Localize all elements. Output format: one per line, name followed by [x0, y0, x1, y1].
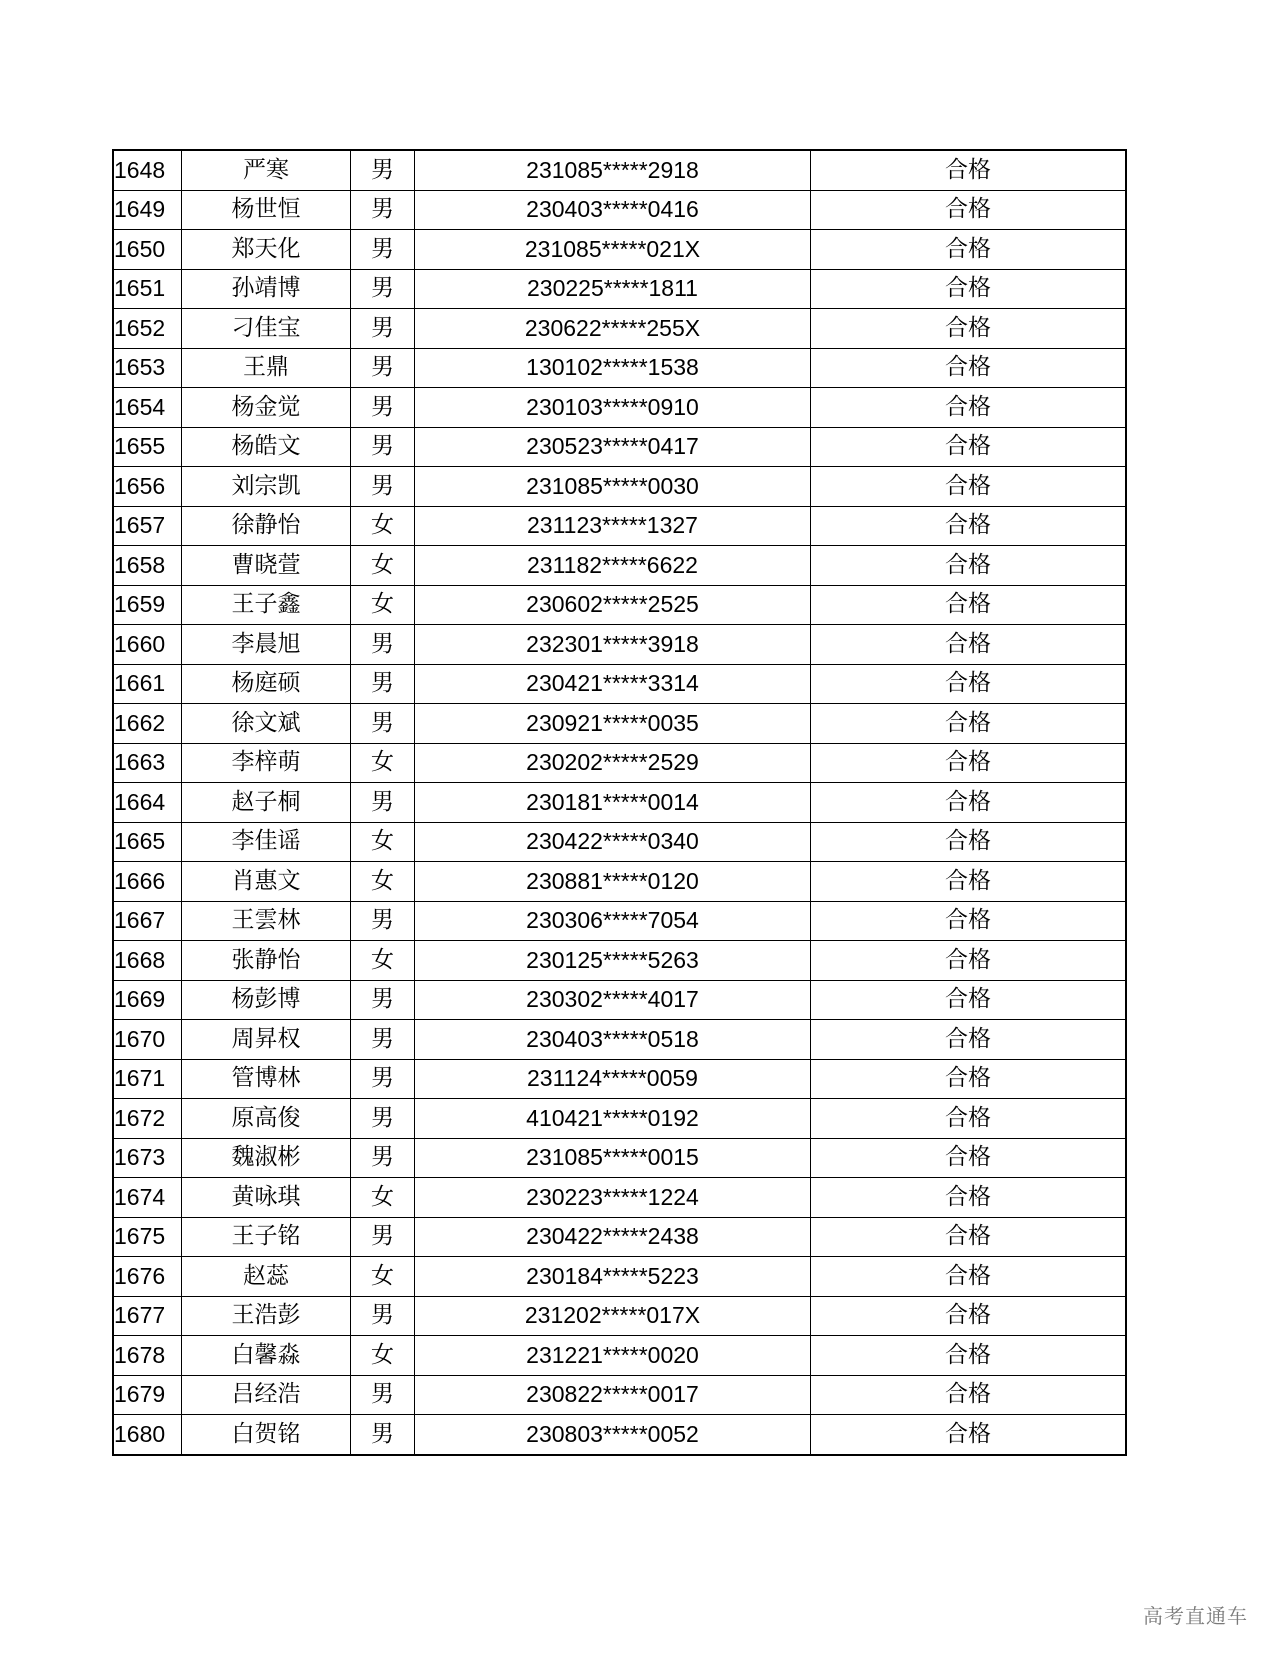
row-number-cell: 1658: [113, 546, 182, 586]
result-cell: 合格: [811, 1059, 1127, 1099]
row-number-cell: 1660: [113, 625, 182, 665]
result-cell: 合格: [811, 783, 1127, 823]
row-number-cell: 1675: [113, 1217, 182, 1257]
table-row: [113, 150, 1126, 190]
row-number-cell: 1678: [113, 1336, 182, 1376]
result-cell: 合格: [811, 1020, 1127, 1060]
name-cell: 王雲林: [182, 901, 351, 941]
gender-cell: 男: [351, 1217, 415, 1257]
gender-cell: 女: [351, 1336, 415, 1376]
id-number-cell: 230602*****2525: [415, 585, 811, 625]
row-number-cell: 1670: [113, 1020, 182, 1060]
gender-cell: 男: [351, 704, 415, 744]
row-number-cell: 1656: [113, 467, 182, 507]
gender-cell: 男: [351, 1020, 415, 1060]
id-number-cell: 231182*****6622: [415, 546, 811, 586]
id-number-cell: 230422*****0340: [415, 822, 811, 862]
row-number-cell: 1659: [113, 585, 182, 625]
name-cell: 杨庭硕: [182, 664, 351, 704]
name-cell: 王浩彭: [182, 1296, 351, 1336]
gender-cell: 男: [351, 1099, 415, 1139]
id-number-cell: 231085*****2918: [415, 150, 811, 190]
name-cell: 吕经浩: [182, 1375, 351, 1415]
gender-cell: 女: [351, 546, 415, 586]
table-row: [113, 1178, 1126, 1218]
id-number-cell: 230184*****5223: [415, 1257, 811, 1297]
result-cell: 合格: [811, 467, 1127, 507]
row-number-cell: 1669: [113, 980, 182, 1020]
gender-cell: 男: [351, 1415, 415, 1455]
result-cell: 合格: [811, 704, 1127, 744]
table-row: [113, 388, 1126, 428]
row-number-cell: 1650: [113, 230, 182, 270]
gender-cell: 男: [351, 901, 415, 941]
id-number-cell: 230125*****5263: [415, 941, 811, 981]
gender-cell: 女: [351, 743, 415, 783]
result-cell: 合格: [811, 901, 1127, 941]
name-cell: 孙靖博: [182, 269, 351, 309]
name-cell: 肖惠文: [182, 862, 351, 902]
table-row: [113, 862, 1126, 902]
id-number-cell: 230523*****0417: [415, 427, 811, 467]
gender-cell: 男: [351, 190, 415, 230]
name-cell: 王子铭: [182, 1217, 351, 1257]
gender-cell: 男: [351, 309, 415, 349]
gender-cell: 男: [351, 1375, 415, 1415]
id-number-cell: 230302*****4017: [415, 980, 811, 1020]
gender-cell: 男: [351, 625, 415, 665]
gender-cell: 女: [351, 822, 415, 862]
row-number-cell: 1652: [113, 309, 182, 349]
row-number-cell: 1655: [113, 427, 182, 467]
id-number-cell: 230881*****0120: [415, 862, 811, 902]
gender-cell: 男: [351, 467, 415, 507]
name-cell: 杨彭博: [182, 980, 351, 1020]
row-number-cell: 1674: [113, 1178, 182, 1218]
row-number-cell: 1680: [113, 1415, 182, 1455]
name-cell: 赵蕊: [182, 1257, 351, 1297]
name-cell: 黄咏琪: [182, 1178, 351, 1218]
gender-cell: 男: [351, 269, 415, 309]
gender-cell: 女: [351, 941, 415, 981]
table-row: [113, 546, 1126, 586]
table-row: [113, 190, 1126, 230]
table-row: [113, 348, 1126, 388]
row-number-cell: 1653: [113, 348, 182, 388]
id-number-cell: 410421*****0192: [415, 1099, 811, 1139]
result-cell: 合格: [811, 664, 1127, 704]
row-number-cell: 1661: [113, 664, 182, 704]
result-cell: 合格: [811, 427, 1127, 467]
table-row: [113, 980, 1126, 1020]
row-number-cell: 1667: [113, 901, 182, 941]
row-number-cell: 1671: [113, 1059, 182, 1099]
row-number-cell: 1662: [113, 704, 182, 744]
table-row: [113, 1375, 1126, 1415]
gender-cell: 男: [351, 783, 415, 823]
row-number-cell: 1672: [113, 1099, 182, 1139]
table-row: [113, 1099, 1126, 1139]
table-row: [113, 743, 1126, 783]
id-number-cell: 230223*****1224: [415, 1178, 811, 1218]
name-cell: 管博林: [182, 1059, 351, 1099]
id-number-cell: 230181*****0014: [415, 783, 811, 823]
result-cell: 合格: [811, 269, 1127, 309]
name-cell: 李佳谣: [182, 822, 351, 862]
gender-cell: 男: [351, 427, 415, 467]
id-number-cell: 230103*****0910: [415, 388, 811, 428]
result-cell: 合格: [811, 230, 1127, 270]
result-cell: 合格: [811, 546, 1127, 586]
table-row: [113, 1296, 1126, 1336]
name-cell: 刘宗凯: [182, 467, 351, 507]
name-cell: 王鼎: [182, 348, 351, 388]
gender-cell: 女: [351, 1178, 415, 1218]
name-cell: 刁佳宝: [182, 309, 351, 349]
result-cell: 合格: [811, 1336, 1127, 1376]
id-number-cell: 231221*****0020: [415, 1336, 811, 1376]
table-row: [113, 783, 1126, 823]
result-cell: 合格: [811, 941, 1127, 981]
name-cell: 李晨旭: [182, 625, 351, 665]
id-number-cell: 231085*****021X: [415, 230, 811, 270]
result-cell: 合格: [811, 388, 1127, 428]
row-number-cell: 1664: [113, 783, 182, 823]
name-cell: 周昇权: [182, 1020, 351, 1060]
name-cell: 杨世恒: [182, 190, 351, 230]
id-number-cell: 230803*****0052: [415, 1415, 811, 1455]
table-row: [113, 1257, 1126, 1297]
name-cell: 郑天化: [182, 230, 351, 270]
name-cell: 杨金觉: [182, 388, 351, 428]
table-row: [113, 1059, 1126, 1099]
table-row: [113, 230, 1126, 270]
name-cell: 严寒: [182, 150, 351, 190]
table-row: [113, 467, 1126, 507]
result-cell: 合格: [811, 862, 1127, 902]
gender-cell: 女: [351, 862, 415, 902]
table-row: [113, 664, 1126, 704]
result-cell: 合格: [811, 1099, 1127, 1139]
gender-cell: 女: [351, 506, 415, 546]
result-cell: 合格: [811, 980, 1127, 1020]
result-cell: 合格: [811, 506, 1127, 546]
row-number-cell: 1666: [113, 862, 182, 902]
table-row: [113, 1336, 1126, 1376]
gender-cell: 女: [351, 585, 415, 625]
row-number-cell: 1651: [113, 269, 182, 309]
gender-cell: 男: [351, 230, 415, 270]
table-row: [113, 822, 1126, 862]
result-cell: 合格: [811, 190, 1127, 230]
result-cell: 合格: [811, 743, 1127, 783]
id-number-cell: 230202*****2529: [415, 743, 811, 783]
row-number-cell: 1654: [113, 388, 182, 428]
name-cell: 魏淑彬: [182, 1138, 351, 1178]
id-number-cell: 231085*****0015: [415, 1138, 811, 1178]
table-row: [113, 1217, 1126, 1257]
result-cell: 合格: [811, 1296, 1127, 1336]
row-number-cell: 1648: [113, 150, 182, 190]
name-cell: 原高俊: [182, 1099, 351, 1139]
id-number-cell: 231124*****0059: [415, 1059, 811, 1099]
id-number-cell: 231202*****017X: [415, 1296, 811, 1336]
row-number-cell: 1657: [113, 506, 182, 546]
row-number-cell: 1649: [113, 190, 182, 230]
result-cell: 合格: [811, 1138, 1127, 1178]
id-number-cell: 230822*****0017: [415, 1375, 811, 1415]
row-number-cell: 1663: [113, 743, 182, 783]
row-number-cell: 1665: [113, 822, 182, 862]
result-cell: 合格: [811, 1415, 1127, 1455]
id-number-cell: 230306*****7054: [415, 901, 811, 941]
table-row: [113, 309, 1126, 349]
id-number-cell: 231085*****0030: [415, 467, 811, 507]
gender-cell: 男: [351, 980, 415, 1020]
id-number-cell: 230622*****255X: [415, 309, 811, 349]
name-cell: 王子鑫: [182, 585, 351, 625]
name-cell: 赵子桐: [182, 783, 351, 823]
table-row: [113, 1138, 1126, 1178]
gender-cell: 男: [351, 388, 415, 428]
gender-cell: 男: [351, 1296, 415, 1336]
gender-cell: 男: [351, 150, 415, 190]
table-row: [113, 704, 1126, 744]
result-cell: 合格: [811, 1257, 1127, 1297]
results-table: [112, 149, 1127, 1456]
id-number-cell: 230421*****3314: [415, 664, 811, 704]
gender-cell: 女: [351, 1257, 415, 1297]
id-number-cell: 230225*****1811: [415, 269, 811, 309]
name-cell: 白贺铭: [182, 1415, 351, 1455]
table-row: [113, 941, 1126, 981]
result-cell: 合格: [811, 309, 1127, 349]
table-row: [113, 427, 1126, 467]
row-number-cell: 1673: [113, 1138, 182, 1178]
name-cell: 张静怡: [182, 941, 351, 981]
name-cell: 徐文斌: [182, 704, 351, 744]
row-number-cell: 1679: [113, 1375, 182, 1415]
results-table-body: [113, 150, 1126, 1455]
gender-cell: 男: [351, 664, 415, 704]
result-cell: 合格: [811, 1217, 1127, 1257]
name-cell: 徐静怡: [182, 506, 351, 546]
table-row: [113, 269, 1126, 309]
id-number-cell: 232301*****3918: [415, 625, 811, 665]
table-row: [113, 1415, 1126, 1455]
id-number-cell: 130102*****1538: [415, 348, 811, 388]
row-number-cell: 1676: [113, 1257, 182, 1297]
result-cell: 合格: [811, 822, 1127, 862]
name-cell: 曹晓萱: [182, 546, 351, 586]
id-number-cell: 230403*****0518: [415, 1020, 811, 1060]
name-cell: 白馨淼: [182, 1336, 351, 1376]
table-row: [113, 901, 1126, 941]
id-number-cell: 230422*****2438: [415, 1217, 811, 1257]
id-number-cell: 231123*****1327: [415, 506, 811, 546]
table-row: [113, 625, 1126, 665]
table-row: [113, 585, 1126, 625]
table-row: [113, 1020, 1126, 1060]
result-cell: 合格: [811, 585, 1127, 625]
id-number-cell: 230921*****0035: [415, 704, 811, 744]
gender-cell: 男: [351, 1138, 415, 1178]
name-cell: 杨皓文: [182, 427, 351, 467]
result-cell: 合格: [811, 1178, 1127, 1218]
row-number-cell: 1677: [113, 1296, 182, 1336]
result-cell: 合格: [811, 625, 1127, 665]
result-cell: 合格: [811, 1375, 1127, 1415]
result-cell: 合格: [811, 348, 1127, 388]
id-number-cell: 230403*****0416: [415, 190, 811, 230]
gender-cell: 男: [351, 1059, 415, 1099]
row-number-cell: 1668: [113, 941, 182, 981]
result-cell: 合格: [811, 150, 1127, 190]
table-row: [113, 506, 1126, 546]
gender-cell: 男: [351, 348, 415, 388]
watermark-text: 高考直通车: [1143, 1604, 1248, 1628]
name-cell: 李梓萌: [182, 743, 351, 783]
